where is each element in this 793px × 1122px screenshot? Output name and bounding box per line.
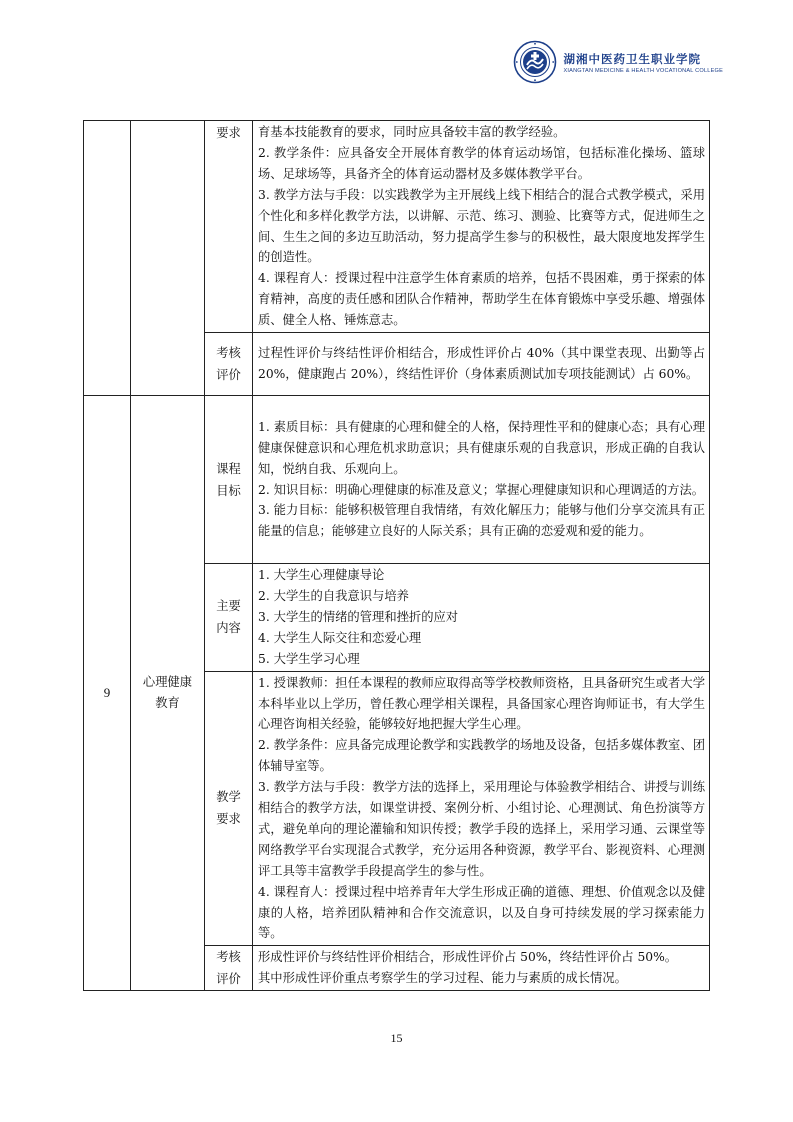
teach-label-line1: 教学 [216, 790, 241, 805]
teach-line: 3. 教学方法与手段：教学方法的选择上，采用理论与体验教学相结合、讲授与训练相结合的教学方法，如课堂讲授、案例分析、小组讨论、心理测试、角色扮演等方式，避免单向的理论灌输和知识传授；教学手段的选择上，采用学习通、云课堂等网络教学平台实现混合式教学，充分运用各种资源，教学平台、影视资料、心理测评工具等丰富教学手段提高学生的参与性。 [258, 780, 705, 878]
requirement-line: 育基本技能教育的要求，同时应具备较丰富的教学经验。 [258, 125, 566, 139]
course-name-line2: 教育 [155, 696, 180, 711]
school-name-en: XIANGTAN MEDICINE & HEALTH VOCATIONAL COLLEGE [563, 67, 723, 74]
row-label-assessment [205, 333, 253, 396]
assessment-label-line1: 考核 [216, 950, 241, 965]
assessment-label-line2: 评价 [216, 972, 241, 987]
list-item: 4. 大学生人际交往和恋爱心理 [258, 630, 422, 645]
list-item: 1. 大学生心理健康导论 [258, 568, 385, 583]
teach-line: 2. 教学条件：应具备完成理论教学和实践教学的场地及设备，包括多媒体教室、团体辅导室等。 [258, 738, 705, 774]
table-row [84, 121, 710, 333]
school-header [513, 40, 723, 84]
requirement-line: 4. 课程育人：授课过程中注意学生体育素质的培养，包括不畏困难，勇于探索的体育精神，高度的责任感和团队合作精神，帮助学生在体育锻炼中享受乐趣、增强体质、健全人格、锤炼意志。 [258, 271, 705, 328]
requirement-label: 要求 [216, 126, 241, 140]
list-item: 2. 大学生的自我意识与培养 [258, 588, 409, 603]
row-label-teaching-requirement [205, 671, 253, 946]
assessment-line: 形成性评价与终结性评价相结合，形成性评价占 50%，终结性评价占 50%。 [258, 950, 678, 965]
row-label-main-content [205, 564, 253, 672]
school-name [563, 51, 723, 74]
table-row [84, 396, 710, 564]
assessment-label-line1: 考核 [216, 346, 241, 361]
assessment-content [253, 946, 710, 991]
requirement-line: 3. 教学方法与手段：以实践教学为主开展线上线下相结合的混合式教学模式，采用个性化和多样化教学方法，以讲解、示范、练习、测验、比赛等方式，促进师生之间、生生之间的多边互助活动，努力提高学生参与的积极性，最大限度地发挥学生的创造性。 [258, 187, 705, 265]
school-name-cn: 湖湘中医药卫生职业学院 [563, 51, 701, 66]
goal-label-line2: 目标 [216, 483, 241, 498]
row-label-assessment [205, 946, 253, 991]
assessment-text: 过程性评价与终结性评价相结合，形成性评价占 40%（其中课堂表现、出勤等占 20%，健康跑占 20%），终结性评价（身体素质测试加专项技能测试）占 60%。 [258, 346, 705, 382]
assessment-label-line2: 评价 [216, 368, 241, 383]
page-number: 15 [390, 1031, 403, 1045]
teaching-requirement-content [253, 671, 710, 946]
course-number-value: 9 [103, 684, 111, 700]
teach-line: 1. 授课教师：担任本课程的教师应取得高等学校教师资格，且具备研究生或者大学本科毕业以上学历，曾任教心理学相关课程，具备国家心理咨询师证书，有大学生心理咨询相关经验，能够较好地把握大学生心理。 [258, 675, 705, 732]
course-name-line1: 心理健康 [142, 675, 193, 690]
course-number [84, 396, 131, 991]
goal-label-line1: 课程 [216, 461, 241, 476]
course-goal-content [253, 396, 710, 564]
assessment-content [253, 333, 710, 396]
goal-line: 2. 知识目标：明确心理健康的标准及意义；掌握心理健康知识和心理调适的方法。 [258, 482, 705, 497]
list-item: 5. 大学生学习心理 [258, 651, 360, 666]
course-name [131, 396, 205, 991]
curriculum-table [83, 120, 710, 991]
content-label-line1: 主要 [216, 599, 241, 614]
course-name-cell-empty [131, 121, 205, 396]
requirement-line: 2. 教学条件：应具备安全开展体育教学的体育运动场馆，包括标准化操场、篮球场、足球场等，具备齐全的体育运动器材及多媒体教学平台。 [258, 145, 705, 181]
row-label-course-goal [205, 396, 253, 564]
assessment-line: 其中形成性评价重点考察学生的学习过程、能力与素质的成长情况。 [258, 971, 627, 986]
main-content-list [253, 564, 710, 672]
teach-label-line2: 要求 [216, 812, 241, 827]
goal-line: 3. 能力目标：能够积极管理自我情绪，有效化解压力；能够与他们分享交流具有正能量的信息；能够建立良好的人际关系；具有正确的恋爱观和爱的能力。 [258, 503, 705, 539]
row-label-requirement [205, 121, 253, 333]
goal-line: 1. 素质目标：具有健康的心理和健全的人格，保持理性平和的健康心态；具有心理健康保健意识和心理危机求助意识；具有健康乐观的自我意识，形成正确的自我认知，悦纳自我、乐观向上。 [258, 419, 705, 476]
teach-line: 4. 课程育人：授课过程中培养青年大学生形成正确的道德、理想、价值观念以及健康的人格，培养团队精神和合作交流意识，以及自身可持续发展的学习探索能力等。 [258, 884, 705, 941]
list-item: 3. 大学生的情绪的管理和挫折的应对 [258, 609, 459, 624]
requirement-content [253, 121, 710, 333]
school-logo-icon [513, 40, 557, 84]
content-label-line2: 内容 [216, 621, 241, 636]
course-number-cell-empty [84, 121, 131, 396]
